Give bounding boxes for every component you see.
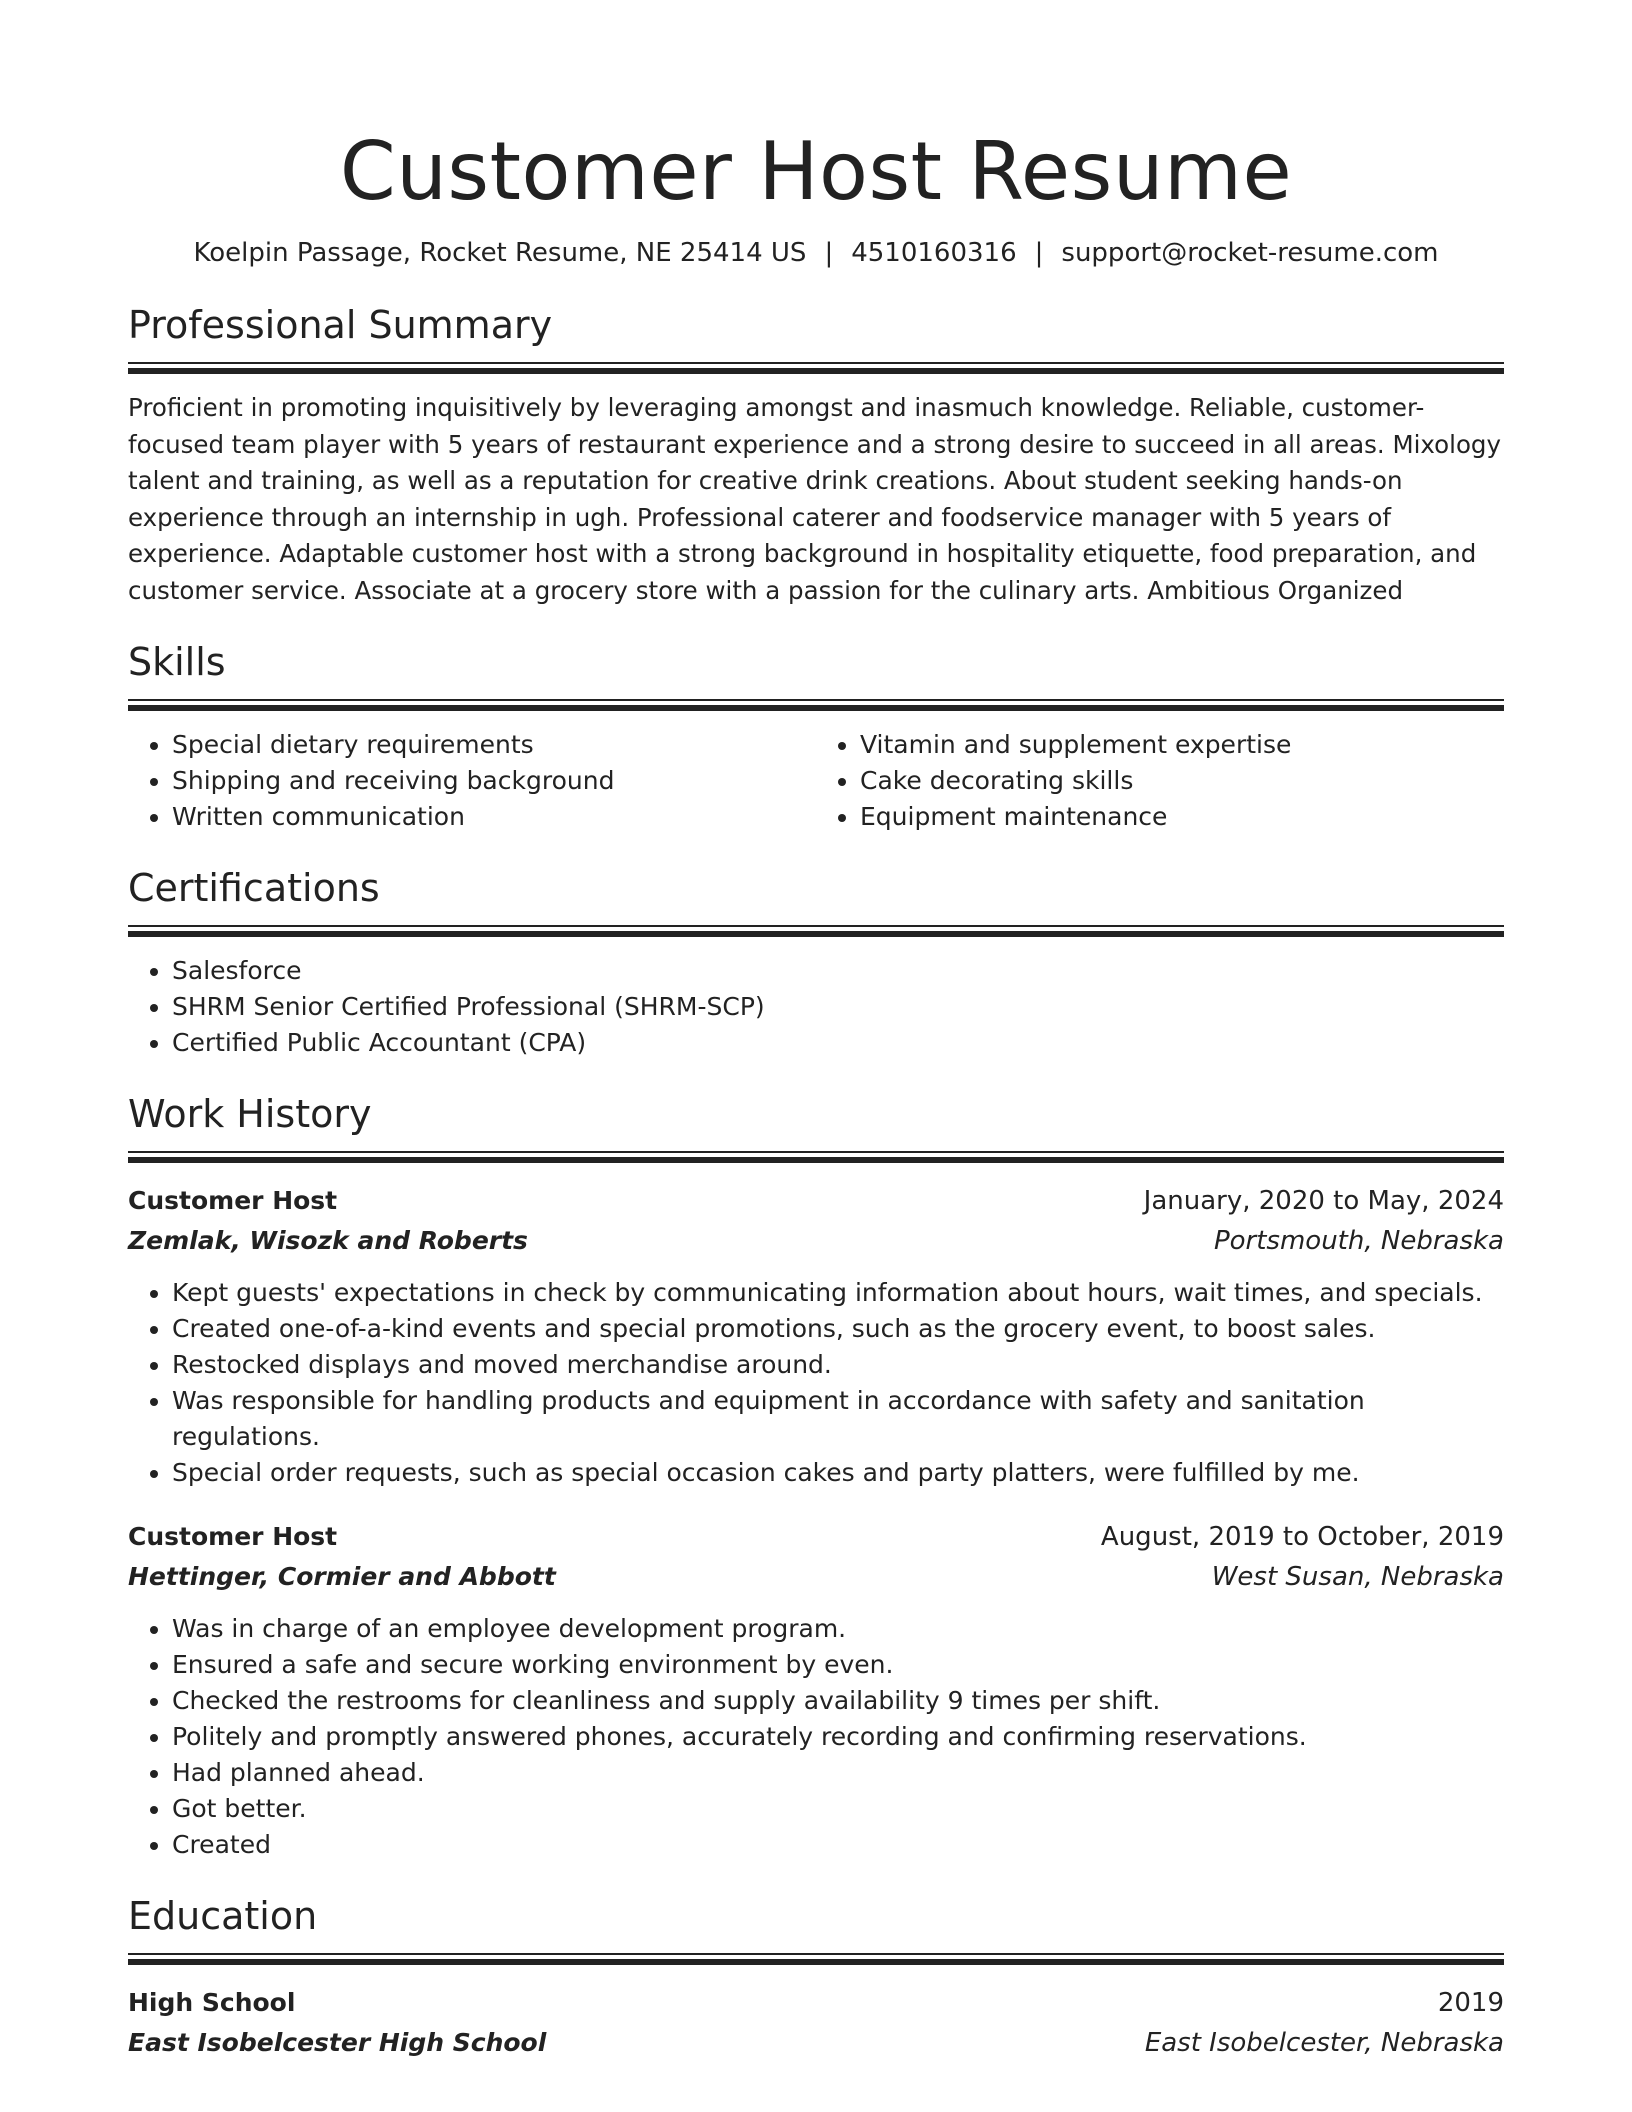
contact-address: Koelpin Passage, Rocket Resume, NE 25414 US	[193, 238, 807, 268]
contact-email: support@rocket-resume.com	[1061, 238, 1439, 268]
list-item: • Kept guests' expectations in check by communicating information about hours, wait times, and specials.	[172, 1275, 1504, 1311]
work-history-section	[128, 1089, 1504, 1863]
list-item: • Ensured a safe and secure working environment by even.	[172, 1647, 1504, 1683]
contact-separator: |	[1034, 238, 1044, 268]
job-company: Hettinger, Cormier and Abbott	[128, 1562, 556, 1591]
section-heading-certifications: Certifications	[128, 866, 380, 910]
list-item: • Salesforce	[172, 953, 1504, 989]
certifications-section	[128, 863, 1504, 1061]
education-degree: High School	[128, 1988, 296, 2017]
resume-title: Customer Host Resume	[339, 125, 1293, 218]
job-entry	[128, 1181, 1504, 1491]
job-duties-list	[128, 1611, 1504, 1863]
job-title: Customer Host	[128, 1186, 338, 1215]
section-divider	[128, 699, 1504, 711]
list-item: • SHRM Senior Certified Professional (SHRM-SCP)	[172, 989, 1504, 1025]
list-item: • Was in charge of an employee development program.	[172, 1611, 1504, 1647]
list-item: • Written communication	[172, 799, 816, 835]
skills-section	[128, 637, 1504, 835]
section-heading-summary: Professional Summary	[128, 303, 553, 347]
job-location: Portsmouth, Nebraska	[1213, 1226, 1504, 1256]
job-duties-list	[128, 1275, 1504, 1491]
list-item: • Vitamin and supplement expertise	[860, 727, 1504, 763]
education-location: East Isobelcester, Nebraska	[1144, 2028, 1504, 2058]
list-item: • Shipping and receiving background	[172, 763, 816, 799]
job-header-row	[128, 1181, 1504, 1221]
list-item: • Created	[172, 1827, 1504, 1863]
list-item: • Special order requests, such as special occasion cakes and party platters, were fulfilled by me.	[172, 1455, 1504, 1491]
contact-line	[128, 236, 1504, 270]
job-title: Customer Host	[128, 1522, 338, 1551]
list-item: • Was responsible for handling products and equipment in accordance with safety and sanitation regulations.	[172, 1383, 1504, 1455]
education-school-row	[128, 2023, 1504, 2063]
list-item: • Created one-of-a-kind events and special promotions, such as the grocery event, to boost sales.	[172, 1311, 1504, 1347]
job-dates: August, 2019 to October, 2019	[1100, 1522, 1504, 1552]
section-divider	[128, 362, 1504, 374]
education-section	[128, 1891, 1504, 2063]
summary-text: Proficient in promoting inquisitively by leveraging amongst and inasmuch knowledge. Reliable, customer-focused team player with 5 years of restaurant experience and a strong desire to succeed in all areas. Mixology talent and training, as well as a reputation for creative drink creations. About student seeking hands-on experience through an internship in ugh. Professional caterer and foodservice manager with 5 years of experience. Adaptable customer host with a strong background in hospitality etiquette, food preparation, and customer service. Associate at a grocery store with a passion for the culinary arts. Ambitious Organized	[128, 393, 1501, 605]
section-divider	[128, 925, 1504, 937]
contact-separator: |	[824, 238, 834, 268]
list-item: • Equipment maintenance	[860, 799, 1504, 835]
list-item: • Politely and promptly answered phones, accurately recording and confirming reservations.	[172, 1719, 1504, 1755]
education-header-row	[128, 1983, 1504, 2023]
list-item: • Checked the restrooms for cleanliness and supply availability 9 times per shift.	[172, 1683, 1504, 1719]
job-dates: January, 2020 to May, 2024	[1143, 1186, 1504, 1216]
list-item: • Got better.	[172, 1791, 1504, 1827]
job-location: West Susan, Nebraska	[1211, 1562, 1504, 1592]
list-item: • Certified Public Accountant (CPA)	[172, 1025, 1504, 1061]
certifications-list	[128, 953, 1504, 1061]
education-entry	[128, 1983, 1504, 2063]
job-company-row	[128, 1221, 1504, 1261]
job-company: Zemlak, Wisozk and Roberts	[128, 1226, 528, 1255]
job-header-row	[128, 1517, 1504, 1557]
job-company-row	[128, 1557, 1504, 1597]
summary-section	[128, 300, 1504, 609]
section-heading-work-history: Work History	[128, 1092, 372, 1136]
contact-phone: 4510160316	[851, 238, 1017, 268]
education-school: East Isobelcester High School	[128, 2028, 547, 2057]
list-item: • Restocked displays and moved merchandise around.	[172, 1347, 1504, 1383]
skills-grid	[128, 727, 1504, 835]
education-year: 2019	[1437, 1988, 1504, 2018]
section-divider	[128, 1151, 1504, 1163]
skills-list-left	[128, 727, 816, 835]
job-entry	[128, 1517, 1504, 1863]
section-heading-education: Education	[128, 1894, 318, 1938]
section-divider	[128, 1953, 1504, 1965]
list-item: • Cake decorating skills	[860, 763, 1504, 799]
section-heading-skills: Skills	[128, 640, 226, 684]
list-item: • Had planned ahead.	[172, 1755, 1504, 1791]
list-item: • Special dietary requirements	[172, 727, 816, 763]
skills-list-right	[816, 727, 1504, 835]
